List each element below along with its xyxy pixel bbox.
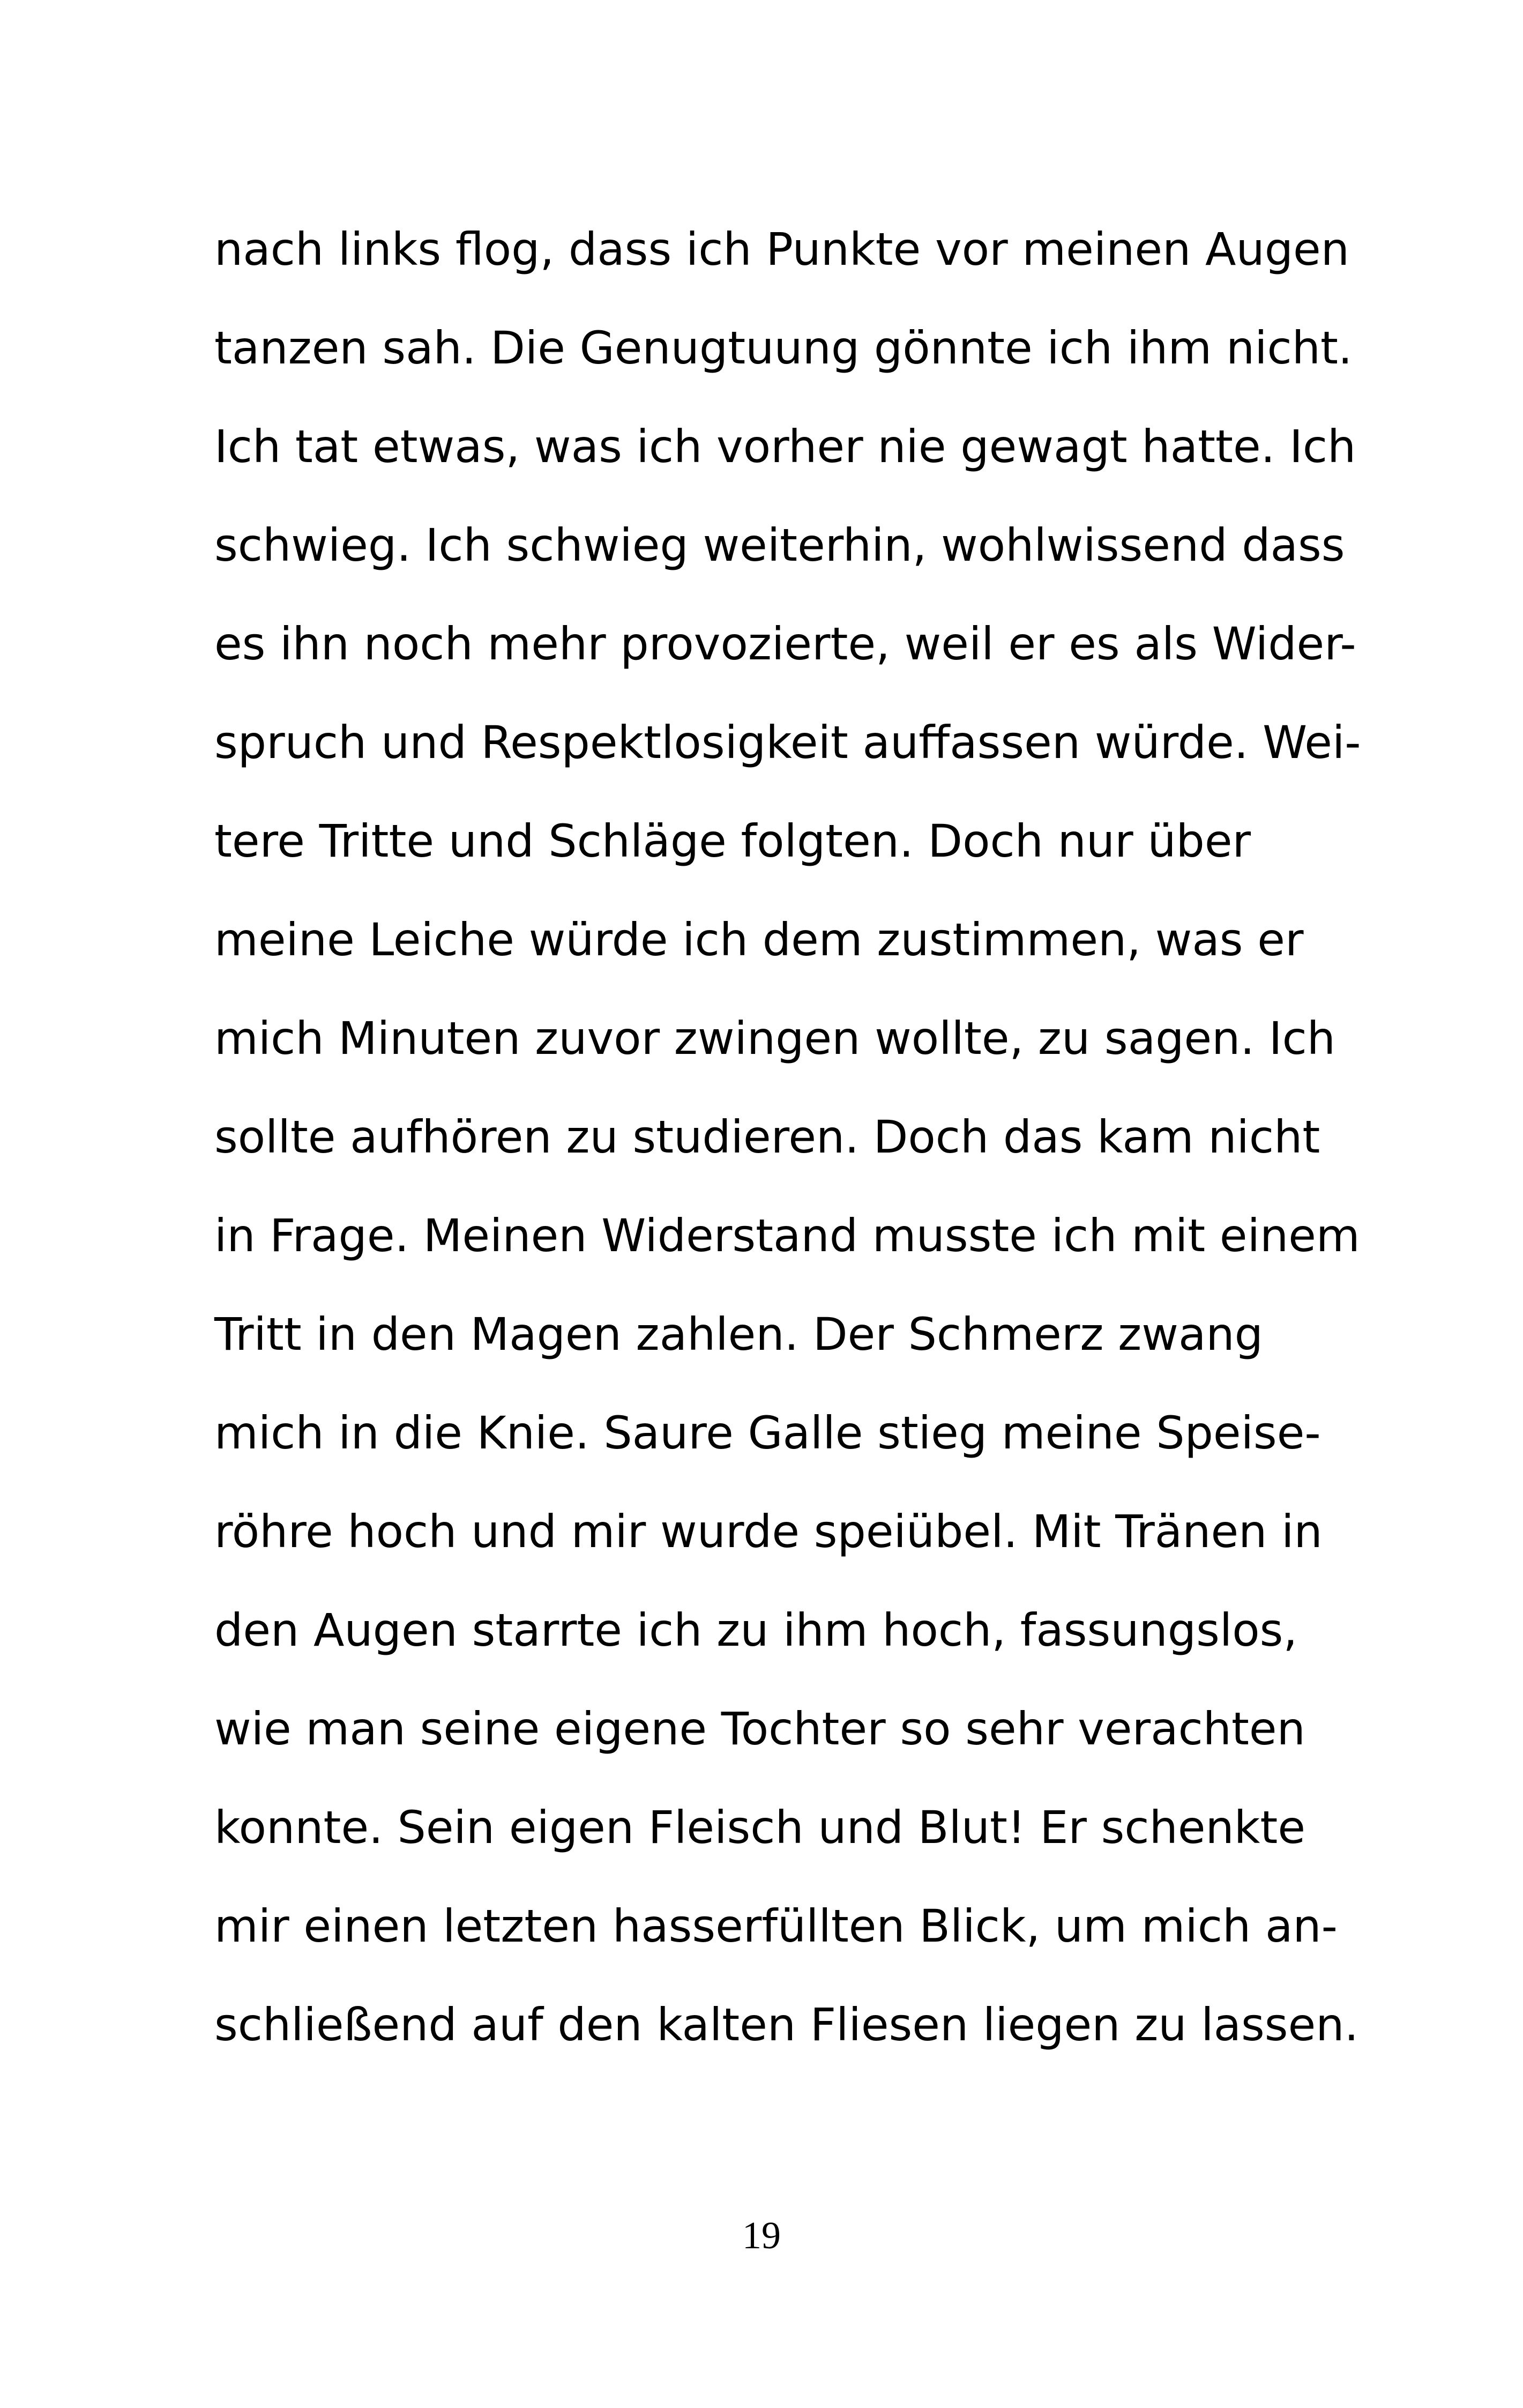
text-line: spruch und Respektlosigkeit auffassen würde. Wei- [214, 716, 1361, 769]
text-line: in Frage. Meinen Widerstand musste ich mit einem [214, 1209, 1360, 1262]
text-line: nach links flog, dass ich Punkte vor meinen Augen [214, 223, 1349, 276]
body-text [214, 217, 1361, 2091]
text-line: mich in die Knie. Saure Galle stieg meine Speise- [214, 1407, 1321, 1459]
text-line: schließend auf den kalten Fliesen liegen zu lassen. [214, 1998, 1359, 2051]
text-line: tanzen sah. Die Genugtuung gönnte ich ihm nicht. [214, 322, 1353, 374]
text-line: tere Tritte und Schläge folgten. Doch nur über [214, 815, 1251, 867]
text-line: mich Minuten zuvor zwingen wollte, zu sagen. Ich [214, 1012, 1336, 1065]
text-line: sollte aufhören zu studieren. Doch das kam nicht [214, 1111, 1320, 1163]
text-line: mir einen letzten hasserfüllten Blick, um mich an- [214, 1900, 1338, 1952]
text-line: wie man seine eigene Tochter so sehr verachten [214, 1703, 1305, 1755]
text-line: schwieg. Ich schwieg weiterhin, wohlwissend dass [214, 519, 1345, 571]
text-line: meine Leiche würde ich dem zustimmen, was er [214, 913, 1304, 966]
text-line: Ich tat etwas, was ich vorher nie gewagt hatte. Ich [214, 420, 1356, 473]
page-number: 19 [742, 2214, 781, 2257]
text-line: es ihn noch mehr provozierte, weil er es als Wider- [214, 618, 1356, 670]
text-line: konnte. Sein eigen Fleisch und Blut! Er schenkte [214, 1801, 1306, 1854]
text-line: Tritt in den Magen zahlen. Der Schmerz zwang [214, 1308, 1263, 1361]
text-line: den Augen starrte ich zu ihm hoch, fassungslos, [214, 1604, 1298, 1656]
text-line: röhre hoch und mir wurde speiübel. Mit Tränen in [214, 1505, 1323, 1558]
